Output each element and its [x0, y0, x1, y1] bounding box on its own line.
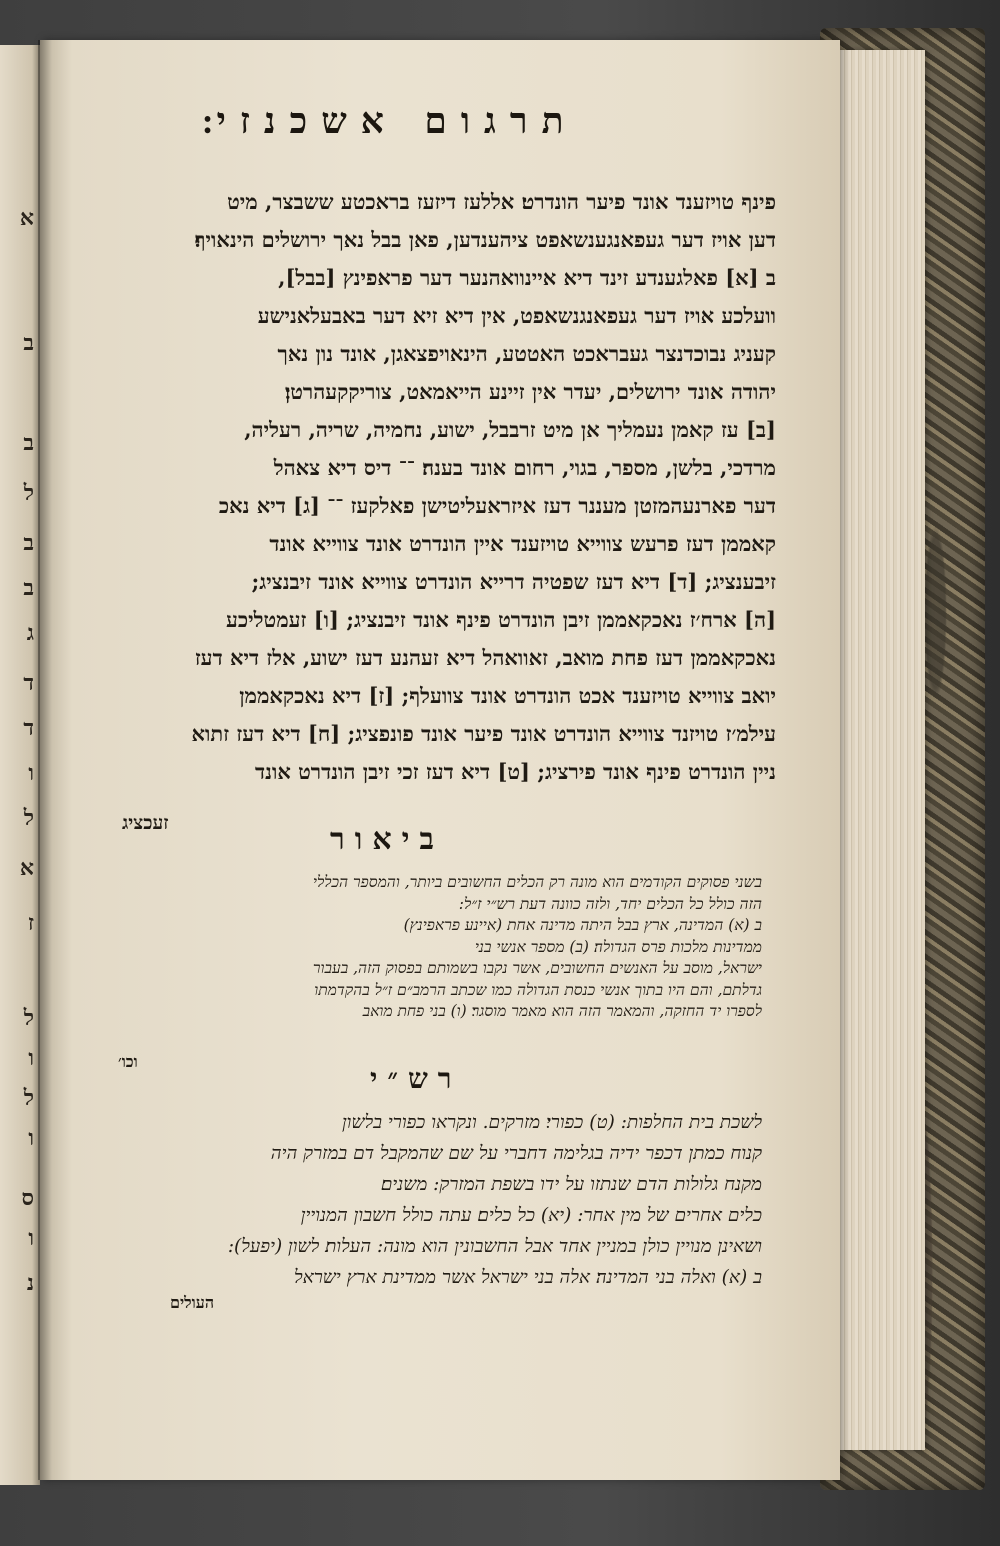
left-glyph: ב: [23, 330, 34, 356]
left-page-glyphs: [0, 45, 40, 1485]
text-line: [ה] ארח׳ז נאכקאממן זיבן הונדרט פינף אונד זיבנציג; [ו] זעמטליכע: [226, 607, 776, 632]
text-line: יואב צווייא טויזענד אכט הונדרט אונד צוועלף; [ז] דיא נאכקאממן: [239, 683, 776, 708]
biur-line: ישראל, מוסב על האנשים החשובים, אשר נקבו בשמותם בפסוק הזה, בעבור: [312, 959, 762, 977]
text-line: פינף טויזענד אונד פיער הונדרט׃ אללעז דיזעז בראכטע ששבצר, מיט: [227, 189, 776, 214]
left-glyph: ד: [23, 715, 34, 741]
left-glyph: ל: [23, 1005, 34, 1031]
text-line: קאממן דעז פרעש צווייא טויזענד איין הונדרט אונד צווייא אונד: [269, 531, 776, 556]
left-glyph: ל: [23, 805, 34, 831]
left-glyph: נ: [26, 1270, 34, 1296]
rashi-catchword: העולים: [170, 1293, 215, 1312]
rashi-line: קנוח כמתן דכפר ידיה בגלימה דחברי על שם שהמקבל דם במזרק היה: [270, 1143, 762, 1164]
left-glyph: ו: [28, 1045, 34, 1071]
text-line: נאכקאממן דעז פחת מואב, זאוואהל דיא זעהנע דעז ישוע, אלז דיא דעז: [194, 645, 776, 670]
biur-commentary: [72, 872, 762, 1023]
text-line: קעניג נבוכדנצר געבראכט האטטע, הינאויפצאגן, אונד נון נאך: [277, 341, 776, 366]
rashi-heading: רש״י: [370, 1062, 462, 1095]
text-line: [ב] עז קאמן נעמליך אן מיט זרבבל, ישוע, נחמיה, שריה, רעליה,: [244, 417, 776, 442]
biur-heading: ביאור: [330, 822, 444, 857]
left-facing-page: [0, 45, 40, 1485]
spine-shadow: [38, 40, 52, 1480]
rashi-line: לשכת בית החלפות: (ט) כפורי׃ מזרקים. ונקראו כפורי בלשון: [341, 1112, 762, 1133]
page-title: תרגום אשכנזי׃: [202, 100, 578, 142]
left-glyph: ג: [26, 620, 34, 646]
biur-line: ב (א) המדינה, ארץ בבל היתה מדינה אחת (איינע פראפינץ): [403, 916, 762, 934]
biur-catchword: וכו׳: [118, 1052, 138, 1071]
biur-line: בשני פסוקים הקודמים הוא מונה רק הכלים החשובים ביותר, והמספר הכללי: [312, 873, 762, 891]
left-glyph: ו: [28, 1225, 34, 1251]
left-glyph: א: [19, 855, 34, 881]
rashi-line: ב (א) ואלה בני המדינה׃ אלה בני ישראל אשר ממדינת ארץ ישראל: [293, 1267, 762, 1288]
left-glyph: ו: [28, 760, 34, 786]
left-glyph: ו: [28, 1125, 34, 1151]
biur-line: הזה כולל כל הכלים יחד, ולזה כוונה דעת רש״י ז״ל:: [458, 894, 762, 913]
text-line: זיבענציג; [ד] דיא דעז שפטיה דרייא הונדרט צווייא אונד זיבנציג;: [251, 569, 776, 594]
left-glyph: ל: [23, 1085, 34, 1111]
biur-line: ממדינות מלכות פרס הגדולה׃ (ב) מספר אנשי בני: [474, 937, 762, 956]
left-glyph: ל: [23, 480, 34, 506]
text-line: מרדכי, בלשן, מספר, בגוי, רחום אונד בענה׃ ־־ דיס דיא צאהל: [273, 455, 776, 480]
text-line: דען אויז דער געפאנגענשאפט ציהענדען, פאן בבל נאך ירושלים הינאויף׃: [194, 227, 776, 252]
left-glyph: ד: [23, 670, 34, 696]
left-glyph: ס: [21, 1185, 34, 1211]
text-line: יהודה אונד ירושלים, יעדר אין זיינע הייאמאט, צוריקקעהרטן׃: [284, 379, 776, 404]
text-line: ניין הונדרט פינף אונד פירציג; [ט] דיא דעז זכי זיבן הונדרט אונד: [255, 759, 776, 784]
biur-line: לספרו יד החזקה, והמאמר הזה הוא מאמר מוסגר׃ (ו) בני פחת מואב: [362, 1002, 762, 1020]
translation-text: [66, 183, 776, 791]
main-catchword: זעכציג: [122, 812, 169, 834]
left-glyph: ב: [23, 530, 34, 556]
biur-line: גדלתם, והם היו בתוך אנשי כנסת הגדולה כמו שכתב הרמב״ם ז״ל בהקדמתו: [314, 980, 762, 999]
rashi-commentary: [72, 1107, 762, 1293]
text-line: וועלכע אויז דער געפאנגנשאפט, אין דיא זיא דער באבעלאנישע: [257, 303, 776, 328]
text-line: ב [א] פאלגענדע זינד דיא איינוואהנער דער פראפינץ [בבל],: [278, 265, 776, 290]
rashi-line: ושאינן מנויין כולן במניין אחד אבל החשבונין הוא מונה: העלות׃ לשון (יפעל):: [227, 1236, 762, 1257]
left-glyph: ז: [27, 910, 34, 936]
left-glyph: ב: [23, 430, 34, 456]
text-line: עילמ׳ז טויזנד צווייא הונדרט אונד פיער אונד פונפציג; [ח] דיא דעז זתוא: [191, 721, 776, 746]
left-glyph: א: [19, 205, 34, 231]
text-line: דער פארנעהמזטן מעננר דעז איזראעליטישן פאלקעז ־־ [ג] דיא נאכ: [218, 493, 776, 518]
rashi-line: כלים אחרים של מין אחר: (יא) כל כלים׃ עתה כולל חשבון המנויין: [300, 1205, 762, 1226]
rashi-line: מקנח גלולות הדם שנתזו על ידו בשפת המזרק: משנים׃: [380, 1174, 762, 1195]
left-glyph: ב: [23, 575, 34, 601]
